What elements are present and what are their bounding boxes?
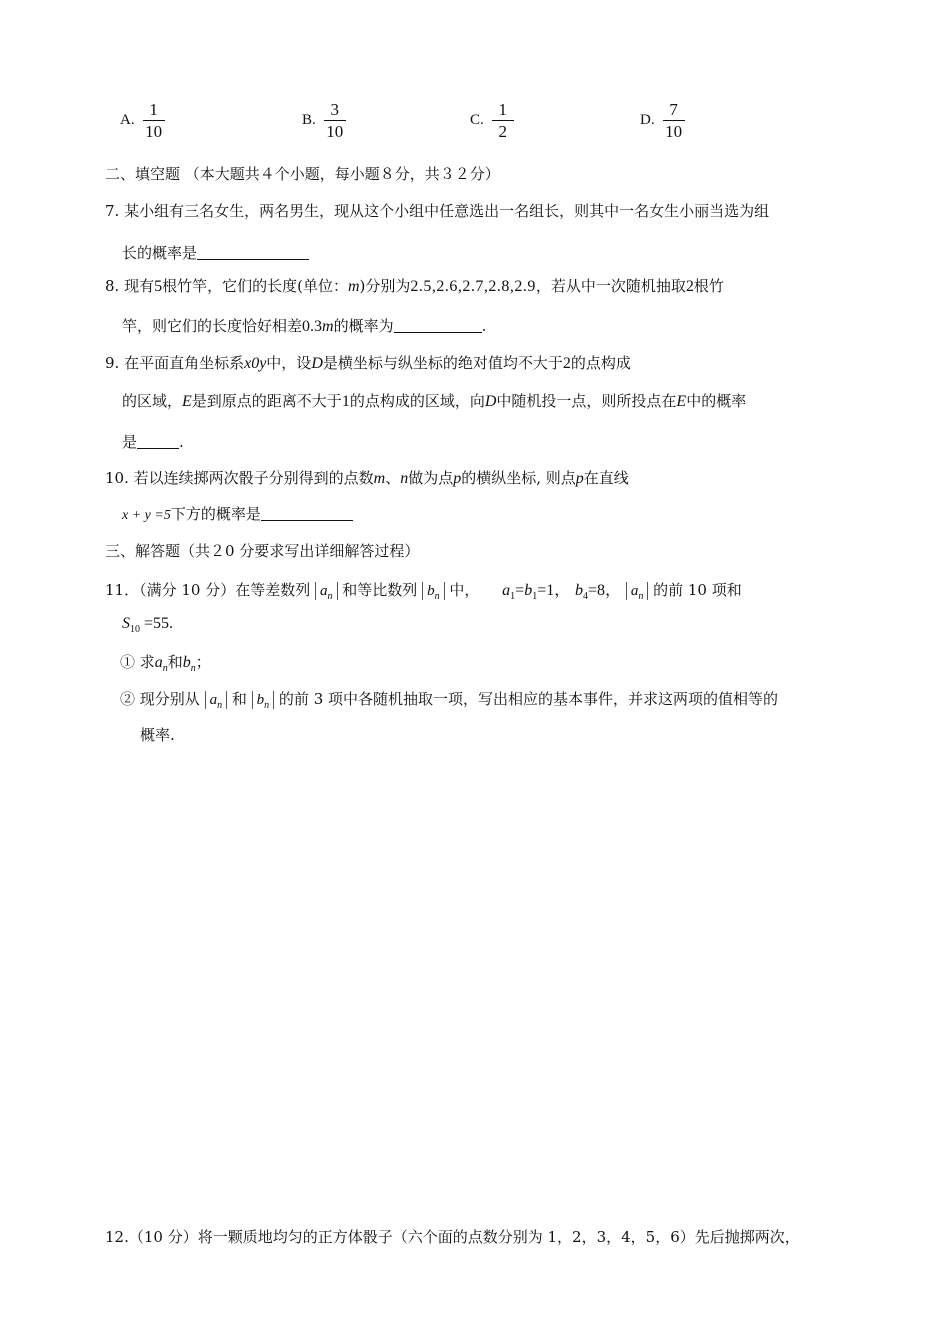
math: 2 — [685, 278, 694, 295]
math: 0.3 — [302, 318, 323, 335]
q8-line1 — [105, 275, 724, 296]
q9-line1 — [105, 352, 631, 373]
sequence-a — [315, 582, 338, 600]
text: 和 — [167, 653, 183, 671]
answer-blank — [137, 434, 179, 449]
q9-line2 — [122, 390, 746, 411]
fraction — [324, 100, 346, 141]
math: b — [427, 583, 435, 599]
numerator: 3 — [324, 100, 346, 121]
subscript: n — [327, 591, 333, 602]
text: 中，设 — [266, 354, 312, 372]
q7-text: 长的概率是 — [122, 244, 198, 262]
option-b — [302, 100, 346, 141]
text: 的点构成的区域，向 — [349, 392, 485, 410]
math: p — [575, 470, 584, 487]
denominator: 2 — [498, 122, 508, 141]
q11-part2-cont: 概率. — [140, 726, 175, 744]
text: 和 — [231, 690, 247, 708]
math: b — [524, 582, 533, 599]
math: =55. — [144, 615, 174, 632]
text: 中的概率 — [686, 392, 747, 410]
text: 是 — [122, 433, 138, 451]
math: 1 — [341, 393, 350, 410]
text: 中随机投一点，则所投点在 — [496, 392, 677, 410]
option-label: D. — [640, 112, 655, 128]
text: 9. 在平面直角坐标系 — [105, 354, 245, 372]
sequence-a — [205, 691, 228, 709]
text: ，若从中一次随机抽取 — [535, 277, 686, 295]
math: m — [373, 470, 386, 487]
math: x + y =5 — [122, 508, 171, 523]
text: 根竹 — [693, 277, 724, 295]
fraction — [492, 100, 514, 141]
text: 的点构成 — [570, 354, 631, 372]
math: E — [676, 393, 687, 410]
text: 的前 10 项和 — [653, 581, 742, 599]
math: =8， — [588, 582, 622, 599]
math: b — [256, 692, 265, 708]
text: 在直线 — [583, 469, 629, 487]
text: 和等比数列 — [342, 581, 418, 599]
text: ② 现分别从 — [120, 690, 200, 708]
q8-line2 — [122, 315, 486, 336]
subscript: n — [162, 663, 168, 674]
subscript: n — [264, 700, 270, 711]
math: b — [182, 654, 191, 671]
text: 11．（满分 10 分）在等差数列 — [105, 581, 311, 599]
math: 5 — [154, 278, 163, 295]
math: m — [322, 318, 334, 335]
q11-line1 — [105, 577, 742, 602]
math: = — [515, 582, 525, 599]
text: 下方的概率是 — [170, 505, 261, 523]
math: D — [311, 355, 323, 372]
subscript: n — [217, 700, 223, 711]
answer-blank — [197, 245, 309, 260]
text: )分别为 — [359, 277, 411, 295]
option-c — [470, 100, 514, 141]
q11-part1 — [120, 651, 211, 674]
text: 的前 3 项中各随机抽取一项，写出相应的基本事件，并求这两项的值相等的 — [278, 690, 779, 708]
math: E — [182, 393, 192, 410]
text: 根竹竿，它们的长度(单位： — [162, 277, 348, 295]
math: b — [575, 582, 583, 599]
math: a — [320, 583, 328, 599]
math: p — [453, 470, 462, 487]
text: 的横纵坐标, 则点 — [461, 469, 576, 487]
fraction — [663, 100, 685, 141]
text: 是到原点的距离不大于 — [191, 392, 342, 410]
math: S — [122, 615, 130, 632]
math — [502, 582, 516, 602]
q7-line1: 7. 某小组有三名女生，两名男生，现从这个小组中任意选出一名组长，则其中一名女生小丽当选为组 — [105, 202, 770, 220]
text: ① 求 — [120, 653, 155, 671]
section-3-heading: 三、解答题（共２0 分要求写出详细解答过程） — [105, 542, 420, 560]
denominator: 10 — [665, 122, 683, 141]
option-a — [120, 100, 165, 141]
math: a — [209, 692, 218, 708]
subscript: 10 — [130, 624, 140, 635]
text: 的概率为 — [333, 317, 394, 335]
subscript: 4 — [583, 591, 588, 602]
numerator: 7 — [663, 100, 685, 121]
text: . — [179, 433, 184, 451]
denominator: 10 — [145, 122, 163, 141]
answer-blank — [261, 506, 353, 521]
option-label: A. — [120, 112, 135, 128]
q11-part2 — [120, 688, 778, 709]
text: 做为点 — [408, 469, 454, 487]
option-label: C. — [470, 112, 484, 128]
math: a — [630, 583, 639, 599]
math: a — [154, 654, 163, 671]
math: x0y — [244, 355, 267, 372]
text: 是横坐标与纵坐标的绝对值均不大于 — [322, 354, 563, 372]
option-d — [640, 100, 685, 141]
math: 2 — [562, 355, 571, 372]
denominator: 10 — [326, 122, 344, 141]
math: a — [502, 582, 511, 599]
math: D — [484, 393, 497, 410]
q10-line2 — [122, 503, 353, 524]
subscript: n — [190, 663, 196, 674]
subscript: n — [638, 591, 644, 602]
option-label: B. — [302, 112, 316, 128]
text: ； — [195, 653, 211, 671]
q9-line3 — [122, 431, 184, 452]
subscript: 1 — [532, 591, 538, 602]
text: 的区域， — [122, 392, 183, 410]
text: 10. 若以连续掷两次骰子分别得到的点数 — [105, 469, 374, 487]
q11-line2 — [122, 614, 173, 635]
text: 、 — [385, 469, 401, 487]
sequence-a — [626, 582, 649, 600]
math: n — [400, 470, 409, 487]
section-2-heading: 二、填空题 （本大题共４个小题，每小题８分，共３２分） — [105, 165, 500, 183]
sequence-b — [252, 691, 275, 709]
math: =1， — [537, 582, 571, 599]
sequence-b — [422, 582, 445, 600]
math: 2.5,2.6,2.7,2.8,2.9 — [410, 278, 536, 295]
text: 中， — [449, 581, 480, 599]
answer-blank — [394, 318, 482, 333]
subscript: n — [434, 591, 440, 602]
text: 竿，则它们的长度恰好相差 — [122, 317, 303, 335]
numerator: 1 — [143, 100, 165, 121]
fraction — [143, 100, 165, 141]
text: 8. 现有 — [105, 277, 155, 295]
numerator: 1 — [492, 100, 514, 121]
q12-line1: 12.（10 分）将一颗质地均匀的正方体骰子（六个面的点数分别为 1，2，3，4，5，6）先后抛掷两次， — [105, 1228, 800, 1246]
q10-line1 — [105, 467, 629, 488]
subscript: 1 — [510, 591, 516, 602]
text: . — [481, 317, 487, 335]
q7-line2 — [122, 242, 309, 263]
math: m — [347, 278, 360, 295]
